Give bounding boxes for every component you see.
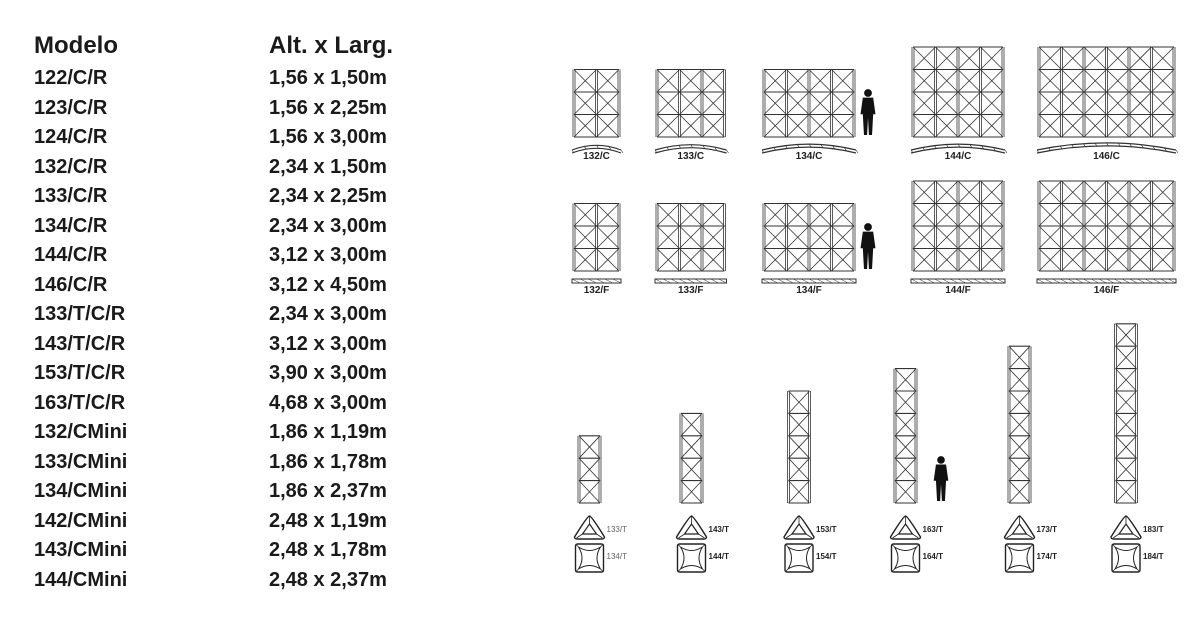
size-cell: 2,34 x 2,25m	[269, 185, 387, 207]
model-label: 134/T	[606, 552, 627, 561]
curved-panel-144-c	[911, 47, 1007, 162]
model-cell: 132/CMini	[34, 421, 128, 443]
model-label: 146/F	[1093, 285, 1120, 296]
square-truss-icon	[785, 544, 813, 572]
tower-3	[784, 391, 837, 572]
human-figure-icon	[934, 456, 949, 501]
model-label: 144/C	[944, 151, 972, 162]
size-cell: 2,34 x 1,50m	[269, 155, 387, 178]
curved-panel-134-c	[762, 70, 875, 163]
size-cell: 2,48 x 1,19m	[269, 509, 387, 532]
size-cell: 1,56 x 1,50m	[269, 67, 387, 89]
model-cell: 122/C/R	[34, 67, 108, 89]
size-cell: 3,12 x 3,00m	[269, 332, 387, 355]
flat-panel-132-f	[572, 204, 621, 297]
flat-panel-144-f	[911, 181, 1005, 296]
triangle-truss-icon	[784, 516, 814, 539]
model-label: 133/F	[677, 285, 704, 296]
model-label: 143/T	[708, 525, 729, 534]
model-cell: 133/T/C/R	[34, 303, 126, 325]
model-cell: 134/CMini	[34, 480, 128, 502]
square-truss-icon	[1112, 544, 1140, 572]
triangle-truss-icon	[1005, 516, 1035, 539]
triangle-truss-icon	[575, 516, 605, 539]
size-cell: 2,48 x 1,78m	[269, 539, 387, 561]
model-cell: 134/C/R	[34, 214, 108, 237]
triangle-truss-icon	[891, 516, 921, 539]
model-label: 132/F	[583, 285, 610, 296]
model-cell: 143/CMini	[34, 539, 128, 561]
square-truss-icon	[1006, 544, 1034, 572]
size-cell: 4,68 x 3,00m	[269, 391, 387, 414]
size-cell: 3,12 x 4,50m	[269, 273, 387, 296]
flat-panel-133-f	[655, 204, 727, 297]
model-label: 133/C	[677, 151, 705, 162]
curved-panel-133-c	[655, 70, 729, 163]
square-truss-icon	[892, 544, 920, 572]
model-label: 163/T	[922, 525, 943, 534]
model-cell: 132/C/R	[34, 155, 108, 178]
model-label: 184/T	[1143, 552, 1164, 561]
flat-panel-146-f	[1037, 181, 1176, 296]
header-model: Modelo	[34, 32, 118, 59]
size-cell: 3,90 x 3,00m	[269, 362, 387, 384]
curved-panel-146-c	[1037, 47, 1178, 162]
square-truss-icon	[678, 544, 706, 572]
model-label: 146/C	[1093, 151, 1120, 162]
model-cell: 124/C/R	[34, 126, 108, 148]
size-cell: 1,56 x 2,25m	[269, 96, 387, 119]
model-label: 133/T	[606, 525, 627, 534]
model-cell: 142/CMini	[34, 509, 128, 532]
model-label: 134/F	[796, 285, 822, 296]
model-cell: 144/CMini	[34, 568, 128, 591]
triangle-truss-icon	[1111, 516, 1141, 539]
model-label: 164/T	[922, 552, 943, 561]
model-label: 134/C	[795, 151, 823, 162]
size-cell: 1,86 x 1,19m	[269, 421, 387, 443]
model-label: 183/T	[1143, 525, 1164, 534]
size-cell: 1,56 x 3,00m	[269, 126, 387, 148]
size-cell: 3,12 x 3,00m	[269, 244, 387, 266]
header-size: Alt. x Larg.	[269, 32, 394, 59]
model-cell: 146/C/R	[34, 273, 108, 296]
model-label: 154/T	[816, 552, 837, 561]
model-label: 144/F	[945, 285, 971, 296]
tower-2	[677, 413, 730, 572]
size-cell: 1,86 x 2,37m	[269, 480, 387, 502]
tower-6	[1111, 324, 1164, 572]
tower-4	[891, 369, 949, 572]
square-truss-icon	[576, 544, 604, 572]
size-cell: 2,48 x 2,37m	[269, 568, 387, 591]
model-cell: 144/C/R	[34, 244, 108, 266]
model-label: 174/T	[1036, 552, 1057, 561]
tower-1	[575, 436, 628, 572]
human-figure-icon	[861, 223, 876, 269]
model-label: 153/T	[816, 525, 837, 534]
triangle-truss-icon	[677, 516, 707, 539]
model-label: 144/T	[708, 552, 729, 561]
model-cell: 143/T/C/R	[34, 332, 126, 355]
model-label: 173/T	[1036, 525, 1057, 534]
model-cell: 133/CMini	[34, 450, 128, 473]
size-cell: 2,34 x 3,00m	[269, 303, 387, 325]
model-label: 132/C	[583, 151, 610, 162]
model-cell: 133/C/R	[34, 185, 108, 207]
model-cell: 153/T/C/R	[34, 362, 126, 384]
tower-5	[1005, 346, 1058, 572]
flat-panel-134-f	[762, 204, 875, 297]
model-cell: 123/C/R	[34, 96, 108, 119]
size-cell: 2,34 x 3,00m	[269, 214, 387, 237]
curved-panel-132-c	[572, 70, 623, 163]
size-cell: 1,86 x 1,78m	[269, 450, 387, 473]
human-figure-icon	[861, 89, 876, 135]
model-cell: 163/T/C/R	[34, 391, 126, 414]
